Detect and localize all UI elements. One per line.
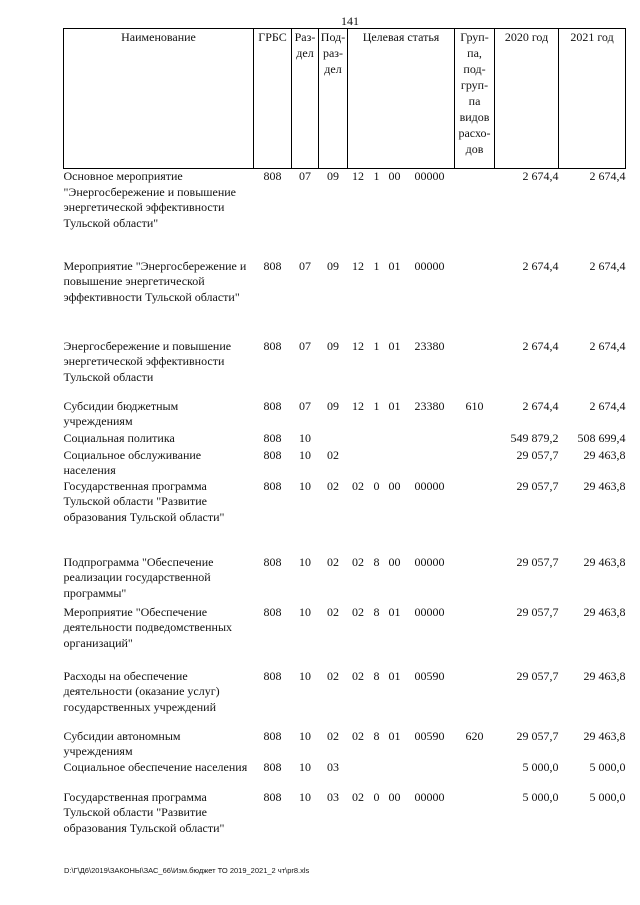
cell-t2: 0 [373,789,380,804]
cell-t2 [369,448,385,479]
header-group: Груп- па, под- груп- па видов расхо- дов [455,29,495,169]
table-row [64,669,626,729]
cell-rz: 10 [299,789,311,804]
cell-grbs: 808 [263,789,282,804]
cell-t1: 02 [352,789,364,804]
cell-pr: 09 [327,338,339,353]
cell-t3: 00 [388,169,401,183]
cell-t4: 00000 [414,258,445,273]
cell-t4 [405,448,455,479]
cell-vr [455,669,495,729]
cell-name: Субсидии бюджетным учреждениям [63,398,179,428]
cell-pr: 02 [327,728,339,743]
cell-grbs: 808 [263,258,282,273]
cell-v2021: 29 463,8 [583,604,626,619]
table-row [64,431,626,448]
table-row [64,259,626,339]
cell-t1 [348,760,369,790]
cell-t3: 00 [388,554,401,569]
cell-v2021: 29 463,8 [583,554,626,569]
cell-pr: 02 [327,604,339,619]
cell-t2: 1 [373,338,380,353]
cell-t4: 00000 [414,554,445,569]
header-grbs: ГРБС [254,29,292,169]
cell-grbs: 808 [263,668,282,683]
cell-v2021: 2 674,4 [589,398,626,413]
cell-pr: 09 [327,169,339,183]
page-number: 141 [341,14,359,28]
cell-vr: 620 [465,728,484,743]
cell-grbs: 808 [263,430,282,445]
cell-pr: 02 [327,478,339,493]
table-row [64,760,626,790]
cell-t3 [385,448,405,479]
cell-t2 [369,431,385,448]
cell-pr: 09 [327,258,339,273]
cell-grbs: 808 [263,554,282,569]
cell-name: Энергосбережение и повышение энергетической эффективности Тульской области [63,338,232,384]
cell-t4: 23380 [414,338,445,353]
cell-rz: 10 [299,668,311,683]
header-2020: 2020 год [495,29,559,169]
cell-v2020: 549 879,2 [510,430,559,445]
cell-pr: 02 [327,554,339,569]
cell-t4 [405,760,455,790]
cell-vr [455,169,495,259]
table-header [64,29,626,169]
cell-t1: 12 [352,338,364,353]
cell-t1: 02 [352,604,364,619]
cell-t1: 12 [352,258,364,273]
cell-t1: 02 [352,668,364,683]
cell-grbs: 808 [263,728,282,743]
cell-v2021: 508 699,4 [577,430,626,445]
cell-t1: 12 [352,169,364,183]
file-path-footer: D:\Г\Д6\2019\ЗАКОНЫ\ЗАС_66\Изм.бюджет ТО 2019_2021_2 чт\pr8.xls [64,866,310,875]
cell-pr: 03 [327,789,339,804]
cell-v2020: 29 057,7 [516,478,559,493]
cell-pr: 09 [327,398,339,413]
cell-v2020: 2 674,4 [522,398,559,413]
cell-grbs: 808 [263,169,282,183]
cell-t4: 00000 [414,478,445,493]
cell-grbs: 808 [263,447,282,462]
cell-v2021: 2 674,4 [589,338,626,353]
cell-t2: 8 [373,728,380,743]
cell-rz: 10 [299,478,311,493]
budget-table [63,28,626,850]
cell-rz: 07 [299,398,311,413]
header-razdel: Раз- дел [292,29,319,169]
cell-v2020: 29 057,7 [516,728,559,743]
cell-t1: 02 [352,554,364,569]
cell-t3: 01 [388,258,401,273]
cell-v2021: 29 463,8 [583,447,626,462]
cell-v2021: 5 000,0 [589,759,626,774]
cell-t4: 00590 [414,728,445,743]
cell-vr [455,760,495,790]
cell-vr [455,605,495,669]
cell-v2020: 5 000,0 [522,759,559,774]
cell-t4: 23380 [414,398,445,413]
table-body [64,169,626,850]
cell-name: Мероприятие "Обеспечение деятельности подведомственных организаций" [63,604,233,650]
table-row [64,479,626,555]
cell-t2: 8 [373,554,380,569]
table-row [64,448,626,479]
table-row [64,790,626,850]
cell-rz: 07 [299,258,311,273]
cell-t2: 0 [373,478,380,493]
cell-name: Субсидии автономным учреждениям [63,728,181,758]
cell-v2020: 29 057,7 [516,447,559,462]
cell-v2021: 2 674,4 [589,169,626,183]
table-row [64,169,626,259]
cell-pr: 02 [327,668,339,683]
cell-vr [455,448,495,479]
cell-v2021: 29 463,8 [583,728,626,743]
cell-vr [455,259,495,339]
cell-name: Подпрограмма "Обеспечение реализации государственной программы" [63,554,214,600]
cell-t3: 01 [388,728,401,743]
cell-grbs: 808 [263,759,282,774]
cell-grbs: 808 [263,398,282,413]
cell-name: Социальное обслуживание населения [63,447,202,477]
cell-v2020: 2 674,4 [522,169,559,183]
cell-t4 [405,431,455,448]
cell-t1: 02 [352,478,364,493]
cell-t4: 00590 [414,668,445,683]
cell-name: Социальная политика [63,430,175,445]
header-target: Целевая статья [348,29,455,169]
cell-vr: 610 [465,398,484,413]
table-row [64,729,626,760]
cell-t2: 1 [373,258,380,273]
cell-t3: 01 [388,398,401,413]
table-row [64,339,626,399]
cell-v2021: 5 000,0 [589,789,626,804]
cell-v2020: 2 674,4 [522,258,559,273]
cell-rz: 07 [299,338,311,353]
cell-name: Государственная программа Тульской области "Развитие образования Тульской области" [63,789,225,835]
cell-rz: 07 [299,169,311,183]
table-row [64,399,626,431]
cell-vr [455,479,495,555]
cell-vr [455,431,495,448]
cell-grbs: 808 [263,604,282,619]
cell-t3 [385,760,405,790]
cell-t3 [385,431,405,448]
cell-t3: 01 [388,668,401,683]
cell-v2020: 29 057,7 [516,604,559,619]
cell-t2 [369,760,385,790]
cell-pr: 02 [327,447,339,462]
cell-grbs: 808 [263,338,282,353]
cell-t1 [348,448,369,479]
cell-t4: 00000 [414,789,445,804]
cell-rz: 10 [299,728,311,743]
cell-t1: 12 [352,398,364,413]
cell-v2021: 29 463,8 [583,668,626,683]
cell-t4: 00000 [414,604,445,619]
cell-name: Социальное обеспечение населения [63,759,248,774]
cell-v2020: 5 000,0 [522,789,559,804]
cell-t1 [348,431,369,448]
cell-v2021: 29 463,8 [583,478,626,493]
table-row [64,605,626,669]
cell-t2: 8 [373,604,380,619]
cell-pr: 03 [327,759,339,774]
cell-pr [319,431,348,448]
cell-v2020: 29 057,7 [516,668,559,683]
cell-vr [455,555,495,605]
cell-t1: 02 [352,728,364,743]
cell-t3: 01 [388,604,401,619]
header-2021: 2021 год [559,29,626,169]
cell-grbs: 808 [263,478,282,493]
cell-v2020: 2 674,4 [522,338,559,353]
cell-name: Государственная программа Тульской области "Развитие образования Тульской области" [63,478,225,524]
cell-t2: 1 [373,398,380,413]
cell-rz: 10 [299,447,311,462]
cell-t3: 00 [388,789,401,804]
cell-rz: 10 [299,430,311,445]
cell-rz: 10 [299,604,311,619]
cell-vr [455,339,495,399]
table-row [64,555,626,605]
cell-rz: 10 [299,759,311,774]
cell-vr [455,790,495,850]
cell-t2: 1 [373,169,380,183]
cell-t4: 00000 [414,169,445,183]
cell-t3: 00 [388,478,401,493]
cell-name: Мероприятие "Энергосбережение и повышение энергетической эффективности Тульской области" [63,258,247,304]
cell-t2: 8 [373,668,380,683]
cell-rz: 10 [299,554,311,569]
cell-v2021: 2 674,4 [589,258,626,273]
cell-name: Расходы на обеспечение деятельности (оказание услуг) государственных учреждений [63,668,220,714]
header-name: Наименование [64,29,254,169]
cell-v2020: 29 057,7 [516,554,559,569]
cell-t3: 01 [388,338,401,353]
cell-name: Основное мероприятие "Энергосбережение и повышение энергетической эффективности Тульской области" [63,169,236,230]
header-podrazdel: Под- раз- дел [319,29,348,169]
